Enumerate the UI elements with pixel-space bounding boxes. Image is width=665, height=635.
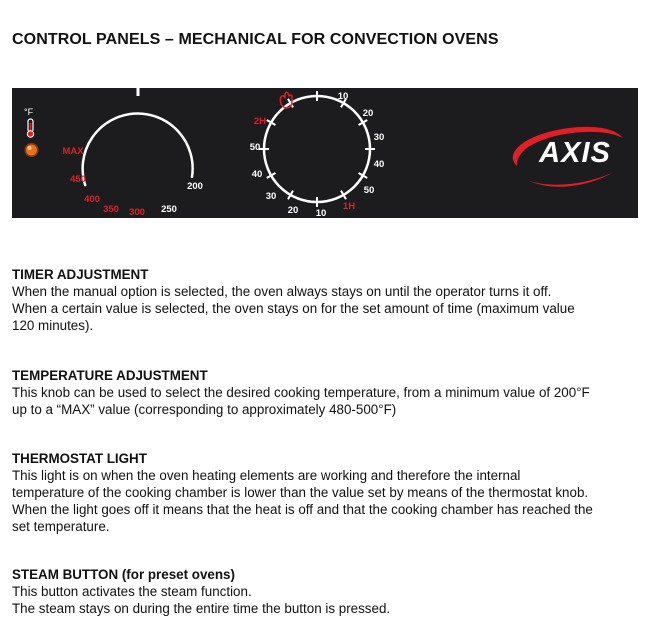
- thermostat-light-line-2: temperature of the cooking chamber is lower than the value set by means of the thermostat knob.: [12, 485, 589, 500]
- logo-text: AXIS: [539, 137, 611, 169]
- timer-dial-label: 10: [337, 91, 349, 102]
- temperature-dial-label: MAX: [62, 146, 84, 157]
- page-title: CONTROL PANELS – MECHANICAL FOR CONVECTION OVENS: [12, 31, 499, 48]
- timer-line-1: When the manual option is selected, the oven always stays on until the operator turns it off.: [12, 284, 552, 299]
- thermostat-light-line-3: When the light goes off it means that the heat is off and that the cooking chamber has reached the: [12, 502, 593, 517]
- thermostat-light-icon: [25, 143, 39, 157]
- steam-button-heading: STEAM BUTTON (for preset ovens): [12, 567, 235, 582]
- temperature-dial-label: 350: [103, 204, 119, 215]
- thermostat-light-line-4: set temperature.: [12, 519, 110, 534]
- temperature-dial-label: 400: [84, 194, 100, 205]
- timer-dial-label: 50: [363, 185, 375, 196]
- timer-dial-label: 30: [265, 191, 277, 202]
- control-panel: [12, 88, 638, 218]
- thermostat-light-heading: THERMOSTAT LIGHT: [12, 451, 147, 466]
- temperature-dial-label: 250: [161, 204, 177, 215]
- timer-line-2: When a certain value is selected, the oven stays on for the set amount of time (maximum value: [12, 301, 575, 316]
- unit-label: °F: [24, 107, 34, 117]
- control-panel-graphic: [12, 88, 638, 218]
- thermostat-light-section: [12, 450, 652, 535]
- temperature-section: [12, 367, 652, 418]
- temperature-dial-label: 300: [129, 207, 145, 218]
- temperature-line-1: This knob can be used to select the desired cooking temperature, from a minimum value of 200°F: [12, 385, 590, 400]
- timer-dial-label: 50: [249, 142, 261, 153]
- steam-button-section: [12, 566, 652, 617]
- temperature-line-2: up to a “MAX” value (corresponding to approximately 480-500°F): [12, 402, 397, 417]
- timer-heading: TIMER ADJUSTMENT: [12, 267, 149, 282]
- steam-button-line-2: The steam stays on during the entire time the button is pressed.: [12, 601, 391, 616]
- temperature-dial-label: 200: [187, 181, 203, 192]
- thermostat-light-line-1: This light is on when the oven heating elements are working and therefore the internal: [12, 468, 521, 483]
- timer-dial-label: 40: [373, 159, 385, 170]
- temperature-dial-label: 450: [70, 174, 86, 185]
- timer-dial-label: 30: [373, 132, 385, 143]
- timer-dial-label: 40: [251, 169, 263, 180]
- steam-button-line-1: This button activates the steam function.: [12, 584, 252, 599]
- timer-dial-label: 1H: [342, 201, 356, 212]
- timer-section: [12, 266, 652, 334]
- thermometer-icon: [27, 119, 33, 137]
- timer-dial-label: 2H: [253, 116, 267, 127]
- timer-dial-label: 20: [362, 108, 374, 119]
- temperature-heading: TEMPERATURE ADJUSTMENT: [12, 368, 208, 383]
- timer-line-3: 120 minutes).: [12, 318, 94, 333]
- axis-logo: [513, 127, 623, 187]
- timer-dial-label: 10: [315, 208, 327, 218]
- temperature-dial[interactable]: [62, 88, 202, 218]
- timer-dial-label: 20: [287, 205, 299, 216]
- timer-dial[interactable]: [250, 91, 385, 218]
